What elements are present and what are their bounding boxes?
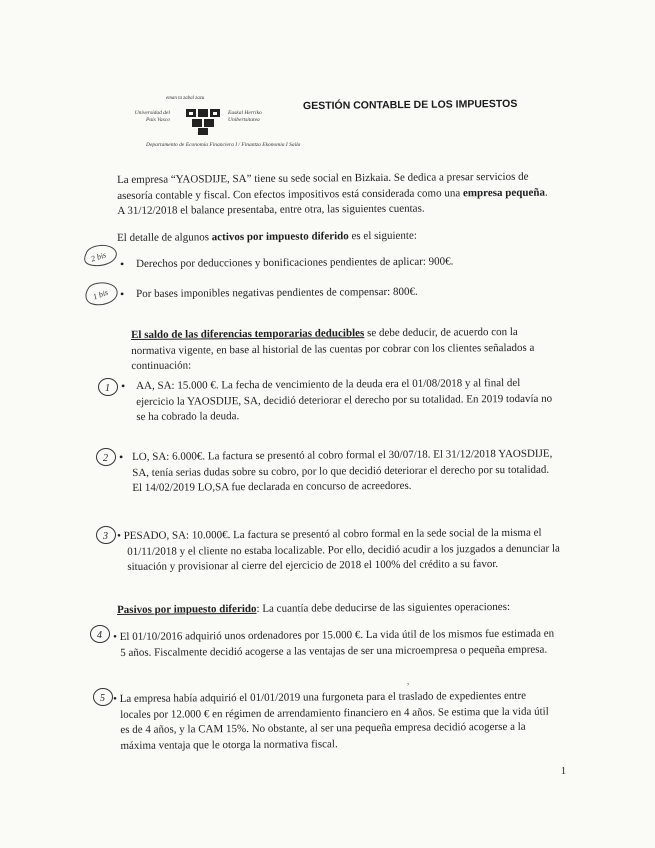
bullet-dot: • <box>119 450 124 464</box>
activos-item-1: Derechos por deducciones y bonificaciones pendientes de aplicar: 900€. <box>136 255 454 270</box>
svg-text:1 bis: 1 bis <box>91 287 110 302</box>
intro-line-3: A 31/12/2018 el balance presentaba, entre otra, las siguientes cuentas. <box>117 202 425 218</box>
intro-paragraph <box>117 170 562 220</box>
empresa-pequena-text: empresa pequeña <box>462 186 546 199</box>
cliente-item-1: AA, SA: 15.000 €. La fecha de vencimiento de la deuda era el 01/08/2018 y al final del ejercicio la YAOSDIJE, SA, decidió deteriorar el derecho por su totalidad. En 2019 todavía no se ha cobrado la deuda. <box>136 376 553 424</box>
pasivo-item-5: • La empresa había adquirió el 01/01/2019 una furgoneta para el traslado de expedientes entre locales por 12.000 € en régimen de arrendamiento financiero en 4 años. Se estima que la vida útil es de 4 años, y la CAM 15%. No obstante, al ser una pequeña empresa decidió acogerse a la máxima ventaja que le otorga la normativa fiscal. <box>113 689 549 752</box>
handwritten-circled-number <box>89 624 111 644</box>
svg-text:4: 4 <box>97 630 102 641</box>
activos-bold-text: activos por impuesto diferido <box>211 230 349 244</box>
saldo-paragraph: El saldo de las diferencias temporarias deducibles se debe deducir, de acuerdo con la normativa vigente, en base al historial de las cuentas por cobrar con los clientes señalados a continuación: <box>131 325 561 375</box>
department-name: Departamento de Economía Financiera I / Finantza Ekonomia I Saila <box>146 142 301 148</box>
activos-lead: El detalle de algunos activos por impuesto diferido es el siguiente: <box>117 229 417 244</box>
logo-right-name: Euskal Herriko Unibertsitatea <box>228 110 262 123</box>
bullet-dot: • <box>120 257 125 271</box>
intro-line-2: asesoría contable y fiscal. Con efectos impositivos está considerada como una empresa pequeña. <box>117 186 548 202</box>
logo-left-name: Universidad del País Vasco <box>134 110 170 123</box>
cliente-item-3: • PESADO, SA: 10.000€. La factura se presentó al cobro formal en la sede social de la misma el 01/11/2018 y el cliente no estaba localizable. Por ello, decidió acudir a los juzgados a denunciar la situación y provisionar al cierre del ejercicio de 2018 el 100% del crédito a su favor. <box>117 526 560 574</box>
saldo-line-3: continuación: <box>131 359 192 373</box>
page-number: 1 <box>561 766 566 777</box>
handwritten-circled-number <box>97 377 119 397</box>
svg-text:2 bis: 2 bis <box>89 250 108 264</box>
svg-text:3: 3 <box>103 531 108 542</box>
pasivos-heading: Pasivos por impuesto diferido <box>117 602 257 616</box>
handwritten-circled-number <box>95 447 117 467</box>
page-title: GESTIÓN CONTABLE DE LOS IMPUESTOS <box>302 97 518 113</box>
svg-text:2: 2 <box>103 453 108 464</box>
bullet-dot: • <box>113 630 120 643</box>
activos-item-2: Por bases imponibles negativas pendientes de compensar: 800€. <box>136 285 418 300</box>
pasivos-lead: Pasivos por impuesto diferido: La cuantía debe deducirse de las siguientes operaciones: <box>117 600 511 616</box>
logo-motto: eman ta zabal zazu <box>166 96 205 101</box>
handwritten-1bis-annotation <box>83 279 123 311</box>
bullet-dot: • <box>117 529 124 542</box>
bullet-dot: • <box>120 287 125 301</box>
bullet-dot: • <box>121 379 126 393</box>
university-emblem-icon <box>184 106 222 136</box>
pasivo-item-4: • El 01/10/2016 adquirió unos ordenadores por 15.000 €. La vida útil de los mismos fue estimada en 5 años. Fiscalmente decidió acogerse a las ventajas de ser una microempresa o pequeña empresa. <box>113 627 555 659</box>
handwritten-circled-number <box>92 687 114 707</box>
svg-text:1: 1 <box>105 383 110 394</box>
handwritten-circled-number <box>95 525 117 545</box>
saldo-heading: El saldo de las diferencias temporarias deducibles <box>131 327 365 341</box>
stray-mark: , <box>407 676 410 686</box>
bullet-dot: • <box>113 692 120 705</box>
cliente-item-2: LO, SA: 6.000€. La factura se presentó al cobro formal el 30/07/18. El 31/12/2018 YAOSDIJE, SA, tenía serias dudas sobre su cobro, por lo que decidió deteriorar el derecho por su totalidad. El 14/02/2019 LO,SA fue declarada en concurso de acreedores. <box>132 447 553 495</box>
svg-text:5: 5 <box>100 693 105 704</box>
intro-line-1: La empresa “YAOSDIJE, SA” tiene su sede social en Bizkaia. Se dedica a presar servicios de <box>117 170 529 186</box>
saldo-line-2: normativa vigente, en base al historial de las cuentas por cobrar con los clientes señalados a <box>131 341 535 357</box>
handwritten-2bis-annotation <box>82 242 125 272</box>
